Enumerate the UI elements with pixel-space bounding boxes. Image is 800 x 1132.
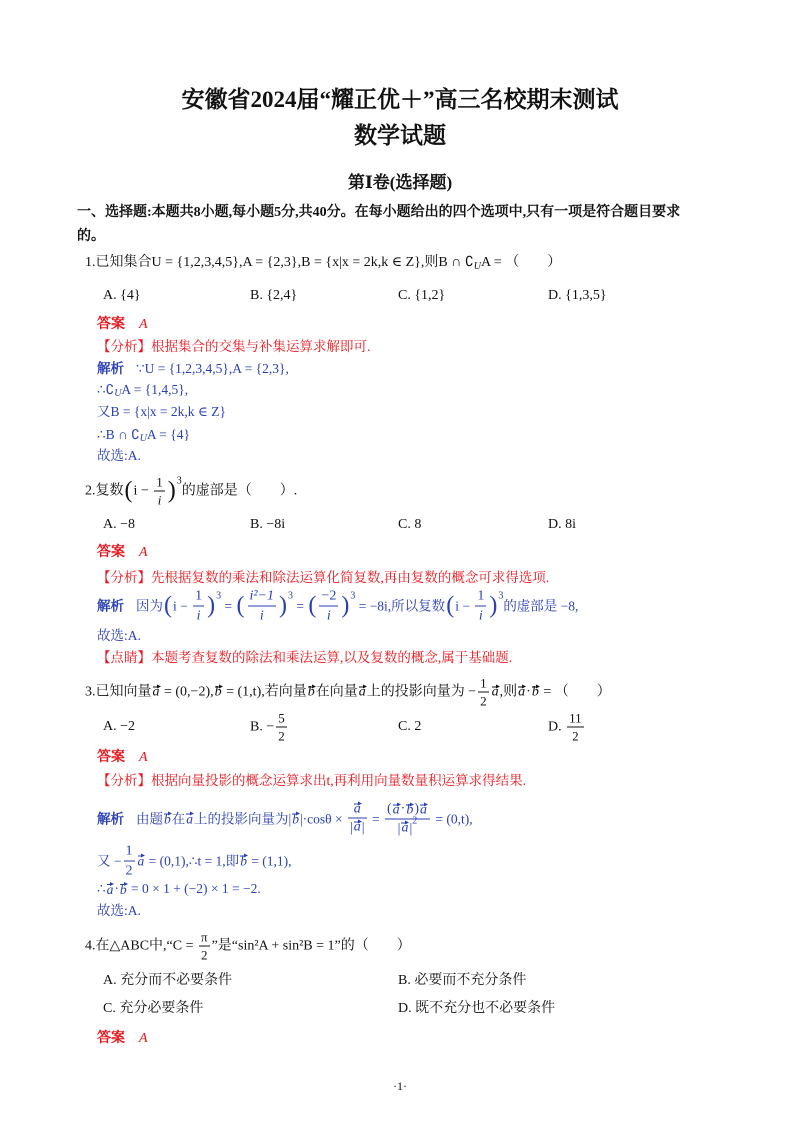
q1-answer [97,315,148,335]
q3-option-d [548,711,586,744]
math-text: 2 [480,693,487,709]
math-text: = −8i,所以复数 [355,598,446,613]
fraction [319,588,338,625]
abs-bar: | [397,821,401,837]
paren-close: ) [167,477,176,503]
math-text: = （ ） [539,684,611,699]
q1-conclusion: 故选:A. [97,448,141,463]
answer-value: A [139,750,148,765]
math-text: 4.在△ABC中,“C = [85,938,197,953]
solution-label: 解析 [97,811,124,826]
vector-b: b [119,881,127,897]
answer-value: A [139,545,148,560]
fraction-numerator [154,475,165,492]
vector-b: b [214,684,222,700]
math-text: ,则 [499,684,518,699]
math-text: i [478,608,483,624]
math-text: 因为 [136,598,163,613]
q4-option-d: D. 既不充分也不必要条件 [398,1001,556,1016]
fraction-numerator [124,843,135,862]
q2-option-b: B. −8i [250,517,286,532]
math-text: 的虚部是 −8, [503,598,579,613]
vector-b: b [292,811,299,827]
fraction [567,711,584,744]
vector-a: a [491,684,499,700]
fraction [154,475,165,508]
math-text: ∴∁ [97,382,115,397]
math-text: 2 [125,863,133,879]
math-text: = [368,811,383,826]
q3-analysis: 【分析】根据向量投影的概念运算求出t,再利用向量数量积运算求得结果. [97,773,526,788]
math-text: A = （ ） [481,255,562,270]
q1-solution-line [97,425,190,445]
q1-option-d: D. {1,3,5} [548,288,607,303]
superscript: 3 [176,475,182,486]
math-text: 1 [195,588,203,604]
abs-bar: | [361,820,365,836]
vector-a: a [401,820,409,836]
option-prefix: D. [548,719,566,734]
math-text: i [157,492,162,508]
vector-a: a [106,881,114,897]
q3-answer [97,748,148,768]
math-text: = [293,598,308,613]
abs-bar: | [409,821,413,837]
paren-open: ( [124,477,133,503]
dot-operator: · [400,801,406,817]
math-text: 1 [156,474,163,490]
q2-answer [97,543,148,563]
fraction [193,588,204,625]
fraction-denominator [478,693,489,709]
fraction-denominator [385,815,430,838]
q2-analysis: 【分析】先根据复数的乘法和除法运算化简复数,再由复数的概念可求得选项. [97,570,550,585]
math-text: = (0,1),∴t = 1,即 [145,853,240,868]
solution-label: 解析 [97,598,124,613]
math-text: 的虚部是（ ）. [181,483,298,498]
math-text: 上的投影向量为 [194,811,289,826]
subscript: U [114,388,122,399]
fraction-denominator [567,728,584,744]
q1-solution-line [97,380,188,400]
math-text: 2 [278,728,285,744]
superscript: 2 [412,815,418,827]
q2-solution-line [97,588,578,625]
section-instructions: 一、选择题:本题共8小题,每小题5分,共40分。在每小题给出的四个选项中,只有一项是符合题目要求 [77,205,681,220]
fraction [475,588,486,625]
math-text: ∵U = {1,2,3,4,5},A = {2,3}, [136,361,289,376]
fraction-numerator [475,588,486,607]
fraction-numerator [199,930,210,947]
math-text: i − [173,598,192,613]
vector-a: a [152,684,160,700]
q4-answer [97,1029,148,1049]
math-text: 11 [569,710,582,726]
answer-value: A [139,1031,148,1046]
q1-option-c: C. {1,2} [398,288,446,303]
math-text: 1 [125,843,133,859]
q1-analysis: 【分析】根据集合的交集与补集运算求解即可. [97,339,371,354]
math-text: A = {4} [146,427,190,442]
fraction-denominator [348,819,367,837]
superscript: 3 [216,590,222,601]
math-text: 由题 [136,811,163,826]
math-text: i [196,608,201,624]
fraction-numerator [348,802,367,819]
math-text: i [259,608,264,624]
page-number: ·1· [393,1079,407,1093]
paren-open: ( [236,592,245,618]
fraction-denominator [276,728,287,744]
math-text: i [326,608,331,624]
math-text: 2 [201,947,208,963]
math-text: 又 − [97,853,122,868]
answer-label: 答案 [97,545,125,560]
math-text: i²−1 [249,588,275,604]
section-instructions-continued: 的。 [77,229,105,244]
q3-solution-line [97,879,261,899]
q2-remark: 【点睛】本题考查复数的除法和乘法运算,以及复数的概念,属于基础题. [97,650,513,665]
fraction-numerator [248,588,277,607]
vector-b: b [307,684,315,700]
q3-option-a: A. −2 [103,719,136,734]
math-text: 1 [477,588,485,604]
answer-label: 答案 [97,317,125,332]
fraction-denominator [124,862,135,880]
paren-open: ( [164,592,172,618]
q4-option-b: B. 必要而不充分条件 [398,973,527,988]
dot-operator: · [114,881,119,896]
fraction [348,802,367,837]
paren-open: ( [308,592,317,618]
q2-option-c: C. 8 [398,517,422,532]
vector-a: a [186,811,193,827]
fraction [248,588,277,625]
fraction-denominator [193,607,204,625]
q4-option-a: A. 充分而不必要条件 [103,973,233,988]
math-text: i − [133,483,153,498]
superscript: 3 [498,590,504,601]
vector-b: b [164,811,171,827]
math-text: = (0,−2), [160,684,214,699]
q2-option-d: D. 8i [548,517,576,532]
math-text: = [221,598,236,613]
paren-close: ) [207,592,216,618]
q2-conclusion: 故选:A. [97,628,141,643]
q2-option-a: A. −8 [103,517,136,532]
subject-title: 数学试题 [354,123,446,148]
math-text: 3.已知向量 [85,684,152,699]
q4-stem [85,930,411,963]
math-text: ∴ [97,881,106,896]
vector-a: a [420,802,427,818]
math-text: 5 [278,710,285,726]
math-text: ”是“sin²A + sin²B = 1”的（ ） [211,938,411,953]
answer-value: A [139,317,148,332]
answer-label: 答案 [97,750,125,765]
vector-a: a [137,853,145,869]
math-text: π [201,929,208,945]
math-text: 2 [572,728,579,744]
math-text: −2 [321,588,337,604]
vector-b: b [240,853,247,869]
q1-option-a: A. {4} [103,288,141,303]
fraction-numerator [567,711,584,728]
fraction [385,801,430,838]
solution-label: 解析 [97,361,124,376]
q1-solution-line: 又B = {x|x = 2k,k ∈ Z} [97,404,227,419]
math-text: ∴B ∩ ∁ [97,427,140,442]
math-text: 在向量 [315,684,358,699]
q3-solution-line [97,843,292,880]
abs-bar: | [349,820,353,836]
q3-option-c: C. 2 [398,719,422,734]
fraction [276,711,287,744]
vector-b: b [406,802,414,818]
subscript: U [139,433,147,444]
fraction [124,843,135,880]
math-text: 1 [480,675,487,691]
fraction-denominator [199,947,210,963]
fraction-denominator [248,607,277,625]
math-text: i − [455,598,474,613]
dot-operator: · [526,684,531,699]
math-text: = (1,1), [247,853,292,868]
exam-title: 安徽省2024届“耀正优＋”高三名校期末测试 [181,87,619,112]
fraction-denominator [475,607,486,625]
vector-a: a [358,684,366,700]
q3-stem [85,676,611,709]
math-text: = 0 × 1 + (−2) × 1 = −2. [127,881,261,896]
q3-conclusion: 故选:A. [97,903,141,918]
abs-bar: | [288,811,292,826]
math-text: ( [386,801,392,817]
superscript: 3 [350,590,356,601]
fraction-numerator [478,676,489,693]
fraction-numerator [385,801,430,820]
math-text: 1.已知集合U = {1,2,3,4,5},A = {2,3},B = {x|x = 2k,k ∈ Z},则B ∩ ∁ [85,255,474,270]
part-title: 第Ⅰ卷(选择题) [347,173,453,192]
fraction-numerator [319,588,338,607]
subscript: U [473,261,481,272]
q1-solution-line [97,359,289,379]
paren-close: ) [489,592,498,618]
fraction-denominator [154,492,165,508]
math-text: 在 [171,811,186,826]
math-text: |·cosθ × [299,811,346,826]
fraction-numerator [276,711,287,728]
fraction [199,930,210,963]
q1-stem [85,253,561,273]
math-text: 上的投影向量为 − [366,684,477,699]
math-text: = (1,t),若向量 [222,684,307,699]
q2-stem [85,475,297,508]
fraction-numerator [193,588,204,607]
vector-a: a [392,802,400,818]
q3-solution-line [97,801,473,838]
answer-label: 答案 [97,1031,125,1046]
fraction [478,676,489,709]
vector-a: a [353,801,361,817]
paren-close: ) [341,592,350,618]
paren-close: ) [279,592,288,618]
q3-option-b [250,711,289,744]
q1-option-b: B. {2,4} [250,288,298,303]
math-text: A = {1,4,5}, [121,382,189,397]
vector-b: b [531,684,539,700]
vector-a: a [518,684,526,700]
fraction-denominator [319,607,338,625]
math-text: 2.复数 [85,483,124,498]
math-text: ) [414,801,419,817]
vector-a: a [353,819,361,835]
paren-open: ( [446,592,455,618]
math-text: = (0,t), [432,811,473,826]
q4-option-c: C. 充分必要条件 [103,1001,204,1016]
superscript: 3 [288,590,294,601]
option-prefix: B. − [250,719,275,734]
